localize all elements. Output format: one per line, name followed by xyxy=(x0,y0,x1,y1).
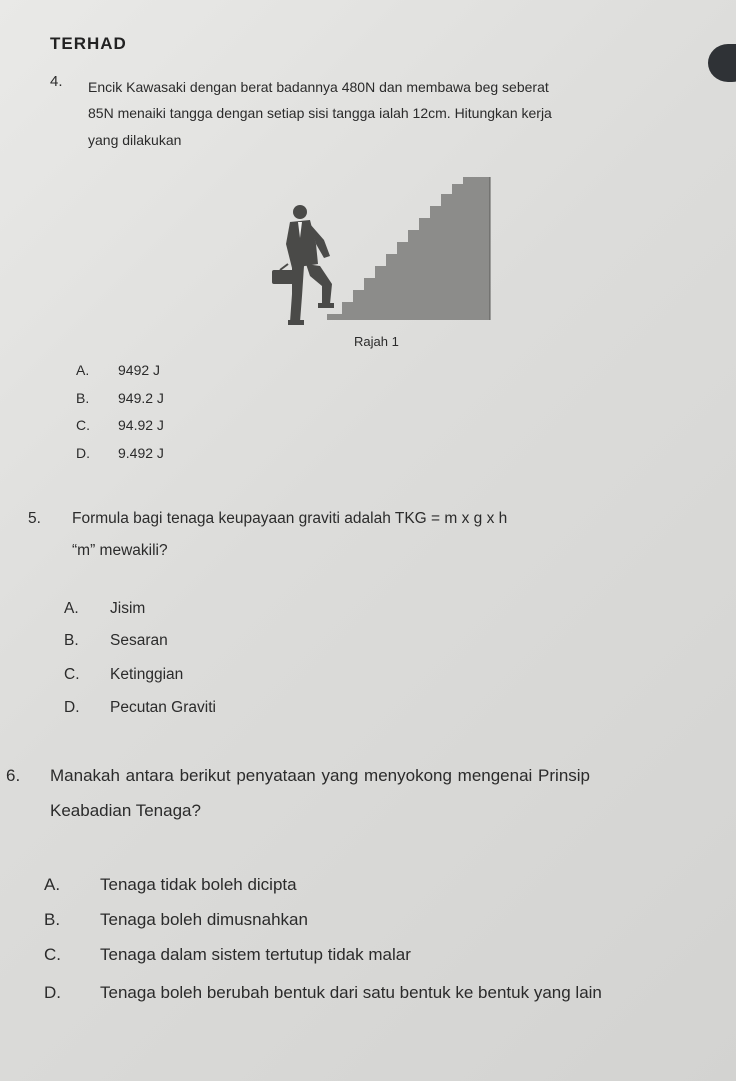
staircase xyxy=(327,177,490,320)
q5-option-a xyxy=(64,600,146,618)
q6-number: 6. xyxy=(6,766,21,785)
option-letter: C. xyxy=(76,417,90,433)
option-text: Tenaga dalam sistem tertutup tidak malar xyxy=(100,945,411,964)
option-text: 94.92 J xyxy=(118,417,164,433)
q4-text-line1: Encik Kawasaki dengan berat badannya 480N dan membawa beg seberat xyxy=(88,79,549,95)
q4-option-c xyxy=(76,417,164,433)
option-letter: B. xyxy=(64,632,79,649)
option-letter: A. xyxy=(44,875,61,894)
option-letter: C. xyxy=(64,666,80,683)
option-text: Tenaga boleh berubah bentuk dari satu bentuk ke bentuk yang lain xyxy=(100,983,602,1002)
option-letter: B. xyxy=(44,910,61,929)
option-letter: C. xyxy=(44,945,61,964)
q5-option-b xyxy=(64,632,168,650)
option-letter: A. xyxy=(76,362,90,378)
option-text: Jisim xyxy=(110,600,146,617)
q5-option-c xyxy=(64,666,184,684)
figure-caption: Rajah 1 xyxy=(354,334,399,349)
option-letter: D. xyxy=(64,699,80,716)
q4-text-line2: 85N menaiki tangga dengan setiap sisi tangga ialah 12cm. Hitungkan kerja xyxy=(88,105,552,121)
q4-option-d xyxy=(76,445,164,461)
q6-option-a xyxy=(44,875,297,895)
q4-option-b xyxy=(76,390,164,406)
option-text: 9492 J xyxy=(118,362,161,378)
q6-text-line1: Manakah antara berikut penyataan yang menyokong mengenai Prinsip xyxy=(50,766,591,785)
q5-text-line1: Formula bagi tenaga keupayaan graviti adalah TKG = m x g x h xyxy=(72,510,508,527)
page-edge-shadow xyxy=(708,44,736,82)
option-text: 949.2 J xyxy=(118,390,164,406)
option-text: Tenaga boleh dimusnahkan xyxy=(100,910,308,929)
option-text: Pecutan Graviti xyxy=(110,699,216,716)
q4-number: 4. xyxy=(50,73,63,90)
q6-option-d xyxy=(44,983,602,1003)
q6-option-c xyxy=(44,945,411,965)
businessman-figure xyxy=(272,205,334,325)
q6-option-b xyxy=(44,910,308,930)
q6-text-line2: Keabadian Tenaga? xyxy=(50,801,201,820)
option-text: Ketinggian xyxy=(110,666,184,683)
q5-number: 5. xyxy=(28,510,41,527)
q5-option-d xyxy=(64,699,216,717)
option-letter: A. xyxy=(64,600,79,617)
q4-option-a xyxy=(76,362,161,378)
option-text: Tenaga tidak boleh dicipta xyxy=(100,875,297,894)
q5-text-line2: “m” mewakili? xyxy=(72,542,168,559)
option-text: 9.492 J xyxy=(118,445,164,461)
page-header: TERHAD xyxy=(50,34,127,53)
option-letter: D. xyxy=(76,445,90,461)
q4-text-line3: yang dilakukan xyxy=(88,132,182,148)
option-text: Sesaran xyxy=(110,632,168,649)
option-letter: B. xyxy=(76,390,90,406)
option-letter: D. xyxy=(44,983,61,1002)
staircase-figure xyxy=(232,172,502,332)
